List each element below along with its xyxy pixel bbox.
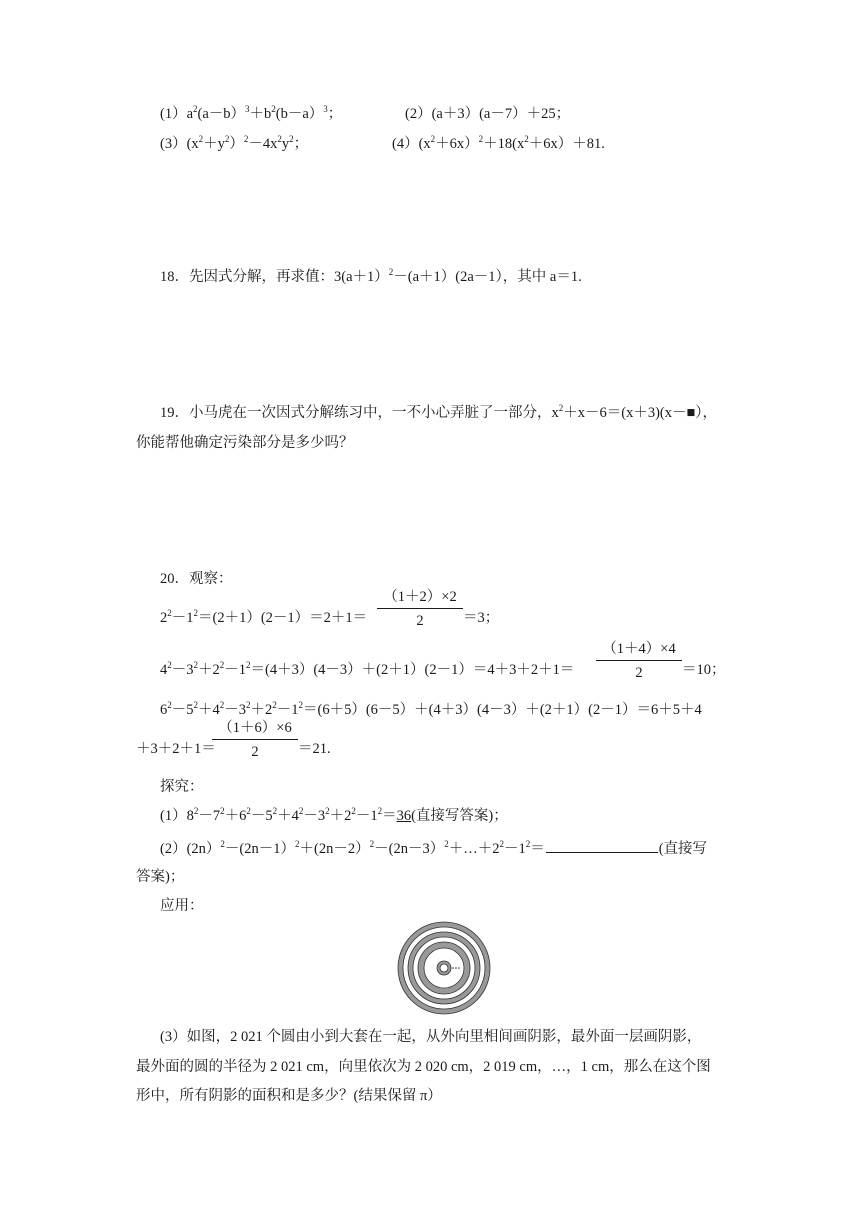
observation-eq2: $4^2-3^2+2^2-1^2=(4+3)(4-3)+(2+1)(2-1)=4+3+2+1=$: [160, 660, 575, 678]
answer-blank: [546, 838, 658, 853]
apply-part3-line1: (3）如图，2 021 个圆由小到大套在一起，从外向里相间画阴影，最外面一层画阴影，: [160, 1029, 702, 1045]
explore-part2: $(2)(2n)^2-(2n-1)^2+(2n-2)^2-(2n-3)^2+\dots+2^2-1^2=$ (直接写: [160, 839, 708, 857]
observation-eq3-cont: ＋3＋2＋1＝: [136, 741, 216, 757]
concentric-circles-figure: [397, 921, 491, 1015]
observation-eq2-result: ＝10；: [682, 662, 726, 678]
apply-part3-line2: 最外面的圆的半径为 2 021 cm，向里依次为 2 020 cm，2 019 cm，…，1 cm，那么在这个图: [136, 1059, 711, 1075]
q17-part1: $(1)a^2(a-b)^3+b^2(b-a)^3$；: [160, 104, 343, 122]
explore-heading: 探究：: [160, 779, 204, 795]
observation-eq3-result: ＝21.: [298, 741, 331, 757]
question-19-line2: 你能帮他确定污染部分是多少吗？: [136, 435, 354, 451]
explore-part2-cont: 答案)；: [136, 869, 185, 885]
core-circle: [440, 964, 448, 972]
question-20-title: 20．观察：: [160, 571, 233, 587]
ellipsis-dot: [452, 967, 454, 969]
q17-part3: $(3)(x^2+y^2)^2-4x^2y^2$；: [160, 134, 309, 152]
answer-36: 36: [396, 808, 412, 824]
q17-part4: $(4)(x^2+6x)^2+18(x^2+6x)+81$.: [392, 134, 605, 152]
observation-eq3: $6^2-5^2+4^2-3^2+2^2-1^2=(6+5)(6-5)+(4+3)(4-3)+(2+1)(2-1)=6+5+4$: [160, 700, 702, 718]
ellipsis-dot: [455, 967, 457, 969]
apply-part3-line3: 形中，所有阴影的面积和是多少？(结果保留 π）: [136, 1088, 442, 1104]
ellipsis-dot: [458, 967, 460, 969]
ring-group: [398, 922, 490, 1014]
fraction-eq3: （1＋6）×6 2: [212, 719, 298, 761]
apply-heading: 应用：: [160, 898, 204, 914]
fraction-eq1: （1＋2）×2 2: [377, 588, 463, 630]
q17-part2: (2）(a＋3）(a－7）＋25；: [405, 106, 571, 122]
question-19-line1: 19．小马虎在一次因式分解练习中，一不小心弄脏了一部分，$x^2+x-6=(x+3)(x-■)$，: [160, 403, 717, 421]
explore-part1: $(1)8^2-7^2+6^2-5^2+4^2-3^2+2^2-1^2=36$(直接写答案)；: [160, 806, 508, 824]
fraction-eq2: （1＋4）×4 2: [596, 640, 682, 682]
observation-eq1: $2^2-1^2=(2+1)(2-1)=2+1=$: [160, 608, 368, 626]
question-18: 18．先因式分解，再求值：3(a＋1）$^2$－(a＋1）(2a－1），其中 a＝1.: [160, 267, 582, 285]
observation-eq1-result: ＝3；: [463, 610, 500, 626]
